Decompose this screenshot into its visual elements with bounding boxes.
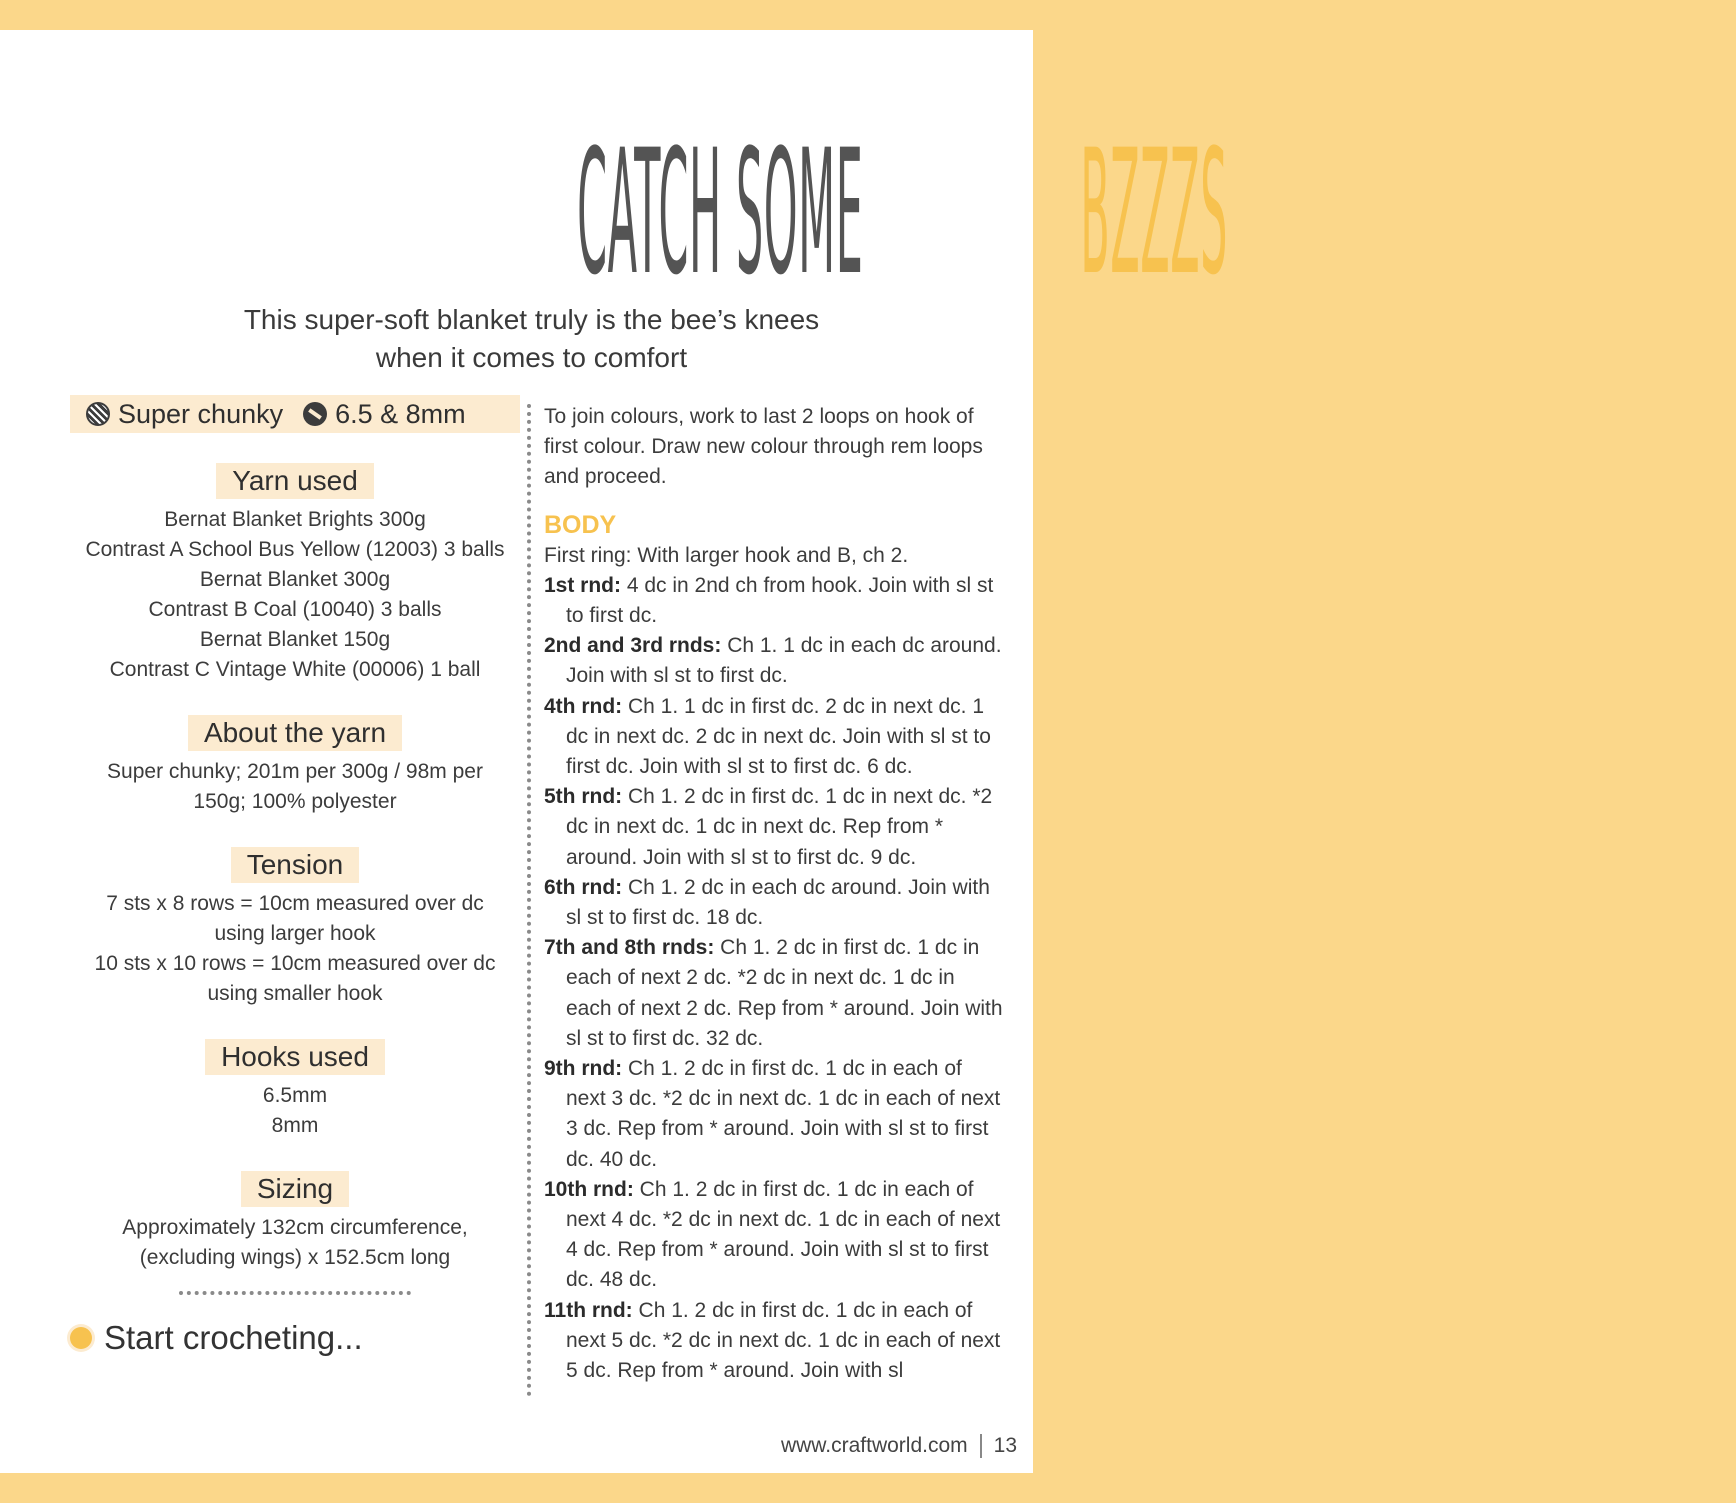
section-line: Contrast A School Bus Yellow (12003) 3 balls bbox=[85, 538, 505, 561]
section-line: 8mm bbox=[271, 1114, 319, 1137]
instructions-column bbox=[544, 402, 1004, 1386]
intro-paragraph: To join colours, work to last 2 loops on hook of first colour. Draw new colour through rem loops and proceed. bbox=[544, 405, 983, 489]
start-crocheting bbox=[70, 1319, 520, 1357]
section-line: 7 sts x 8 rows = 10cm measured over dc bbox=[106, 892, 484, 915]
hook-size: 6.5 & 8mm bbox=[335, 398, 466, 429]
section-tension bbox=[70, 847, 520, 1009]
section-line: Bernat Blanket Brights 300g bbox=[164, 508, 426, 531]
section-title: About the yarn bbox=[188, 715, 402, 751]
section-line: 150g; 100% polyester bbox=[193, 790, 397, 813]
column-divider bbox=[527, 404, 531, 1397]
round-instruction: 10th rnd: Ch 1. 2 dc in first dc. 1 dc in each of next 4 dc. *2 dc in next dc. 1 dc in each of next 4 dc. Rep from * around. Join with sl st to first dc. 48 dc. bbox=[544, 1177, 1001, 1292]
round-instruction: 1st rnd: 4 dc in 2nd ch from hook. Join with sl st to first dc. bbox=[544, 573, 994, 628]
section-title: Sizing bbox=[241, 1171, 349, 1207]
section-line: Bernat Blanket 150g bbox=[199, 628, 391, 651]
section-line: Super chunky; 201m per 300g / 98m per bbox=[107, 760, 483, 783]
section-line: Approximately 132cm circumference, bbox=[122, 1216, 468, 1239]
round-instruction: 6th rnd: Ch 1. 2 dc in each dc around. Join with sl st to first dc. 18 dc. bbox=[544, 875, 990, 930]
subtitle-line: when it comes to comfort bbox=[375, 342, 688, 373]
round-instruction: 9th rnd: Ch 1. 2 dc in first dc. 1 dc in each of next 3 dc. *2 dc in next dc. 1 dc in each of next 3 dc. Rep from * around. Join with sl st to first dc. 40 dc. bbox=[544, 1057, 1001, 1171]
yarn-weight: Super chunky bbox=[118, 398, 284, 429]
section-line: using larger hook bbox=[214, 922, 376, 945]
section-line: Bernat Blanket 300g bbox=[199, 568, 391, 591]
round-instruction: 5th rnd: Ch 1. 2 dc in first dc. 1 dc in next dc. *2 dc in next dc. 1 dc in next dc. Rep from * around. Join with sl st to first dc. 9 dc. bbox=[544, 785, 993, 869]
round-instruction: 7th and 8th rnds: Ch 1. 2 dc in first dc. 1 dc in each of next 2 dc. *2 dc in next dc. 1 dc in each of next 2 dc. Rep from * around. Join with sl st to first dc. 32 dc. bbox=[544, 936, 1003, 1050]
page-number: 13 bbox=[993, 1434, 1017, 1457]
section-yarn-used bbox=[70, 463, 520, 685]
section-line: (excluding wings) x 152.5cm long bbox=[139, 1246, 451, 1269]
crochet-hook-icon bbox=[303, 402, 327, 426]
round-instruction: 4th rnd: Ch 1. 1 dc in first dc. 2 dc in next dc. 1 dc in next dc. 2 dc in next dc. Join with sl st to first dc. Join with sl st to first dc. 6 dc. bbox=[544, 694, 991, 779]
pattern-info-column bbox=[70, 395, 520, 1357]
section-title: Hooks used bbox=[205, 1039, 385, 1075]
section-line: 10 sts x 10 rows = 10cm measured over dc bbox=[94, 952, 496, 975]
section-sizing bbox=[70, 1171, 520, 1273]
page-title: CATCH SOMEBZZZS bbox=[577, 112, 1229, 313]
start-label: Start crocheting... bbox=[104, 1319, 363, 1356]
yarn-ball-icon bbox=[86, 402, 110, 426]
yarn-ball-icon bbox=[70, 1327, 92, 1349]
section-hooks-used bbox=[70, 1039, 520, 1141]
page-footer bbox=[781, 1434, 1017, 1458]
round-instruction: 11th rnd: Ch 1. 2 dc in first dc. 1 dc in each of next 5 dc. *2 dc in next dc. 1 dc in each of next 5 dc. Rep from * around. Join with sl bbox=[544, 1298, 1001, 1383]
pattern-tag-bar bbox=[70, 395, 520, 433]
footer-url[interactable]: www.craftworld.com bbox=[780, 1434, 968, 1457]
round-instruction: 2nd and 3rd rnds: Ch 1. 1 dc in each dc around. Join with sl st to first dc. bbox=[544, 634, 1002, 688]
section-title: Yarn used bbox=[216, 463, 374, 499]
section-title: Tension bbox=[231, 847, 360, 883]
subtitle-line: This super-soft blanket truly is the bee’s knees bbox=[243, 304, 820, 335]
body-heading: BODY bbox=[544, 510, 617, 539]
section-about-yarn bbox=[70, 715, 520, 817]
section-line: Contrast C Vintage White (00006) 1 ball bbox=[109, 658, 481, 681]
subtitle bbox=[0, 301, 1063, 377]
section-line: using smaller hook bbox=[207, 982, 383, 1005]
first-ring: First ring: With larger hook and B, ch 2. bbox=[544, 543, 909, 567]
divider bbox=[179, 1291, 411, 1295]
section-line: 6.5mm bbox=[262, 1084, 328, 1107]
footer-separator bbox=[980, 1434, 982, 1458]
section-line: Contrast B Coal (10040) 3 balls bbox=[148, 598, 442, 621]
